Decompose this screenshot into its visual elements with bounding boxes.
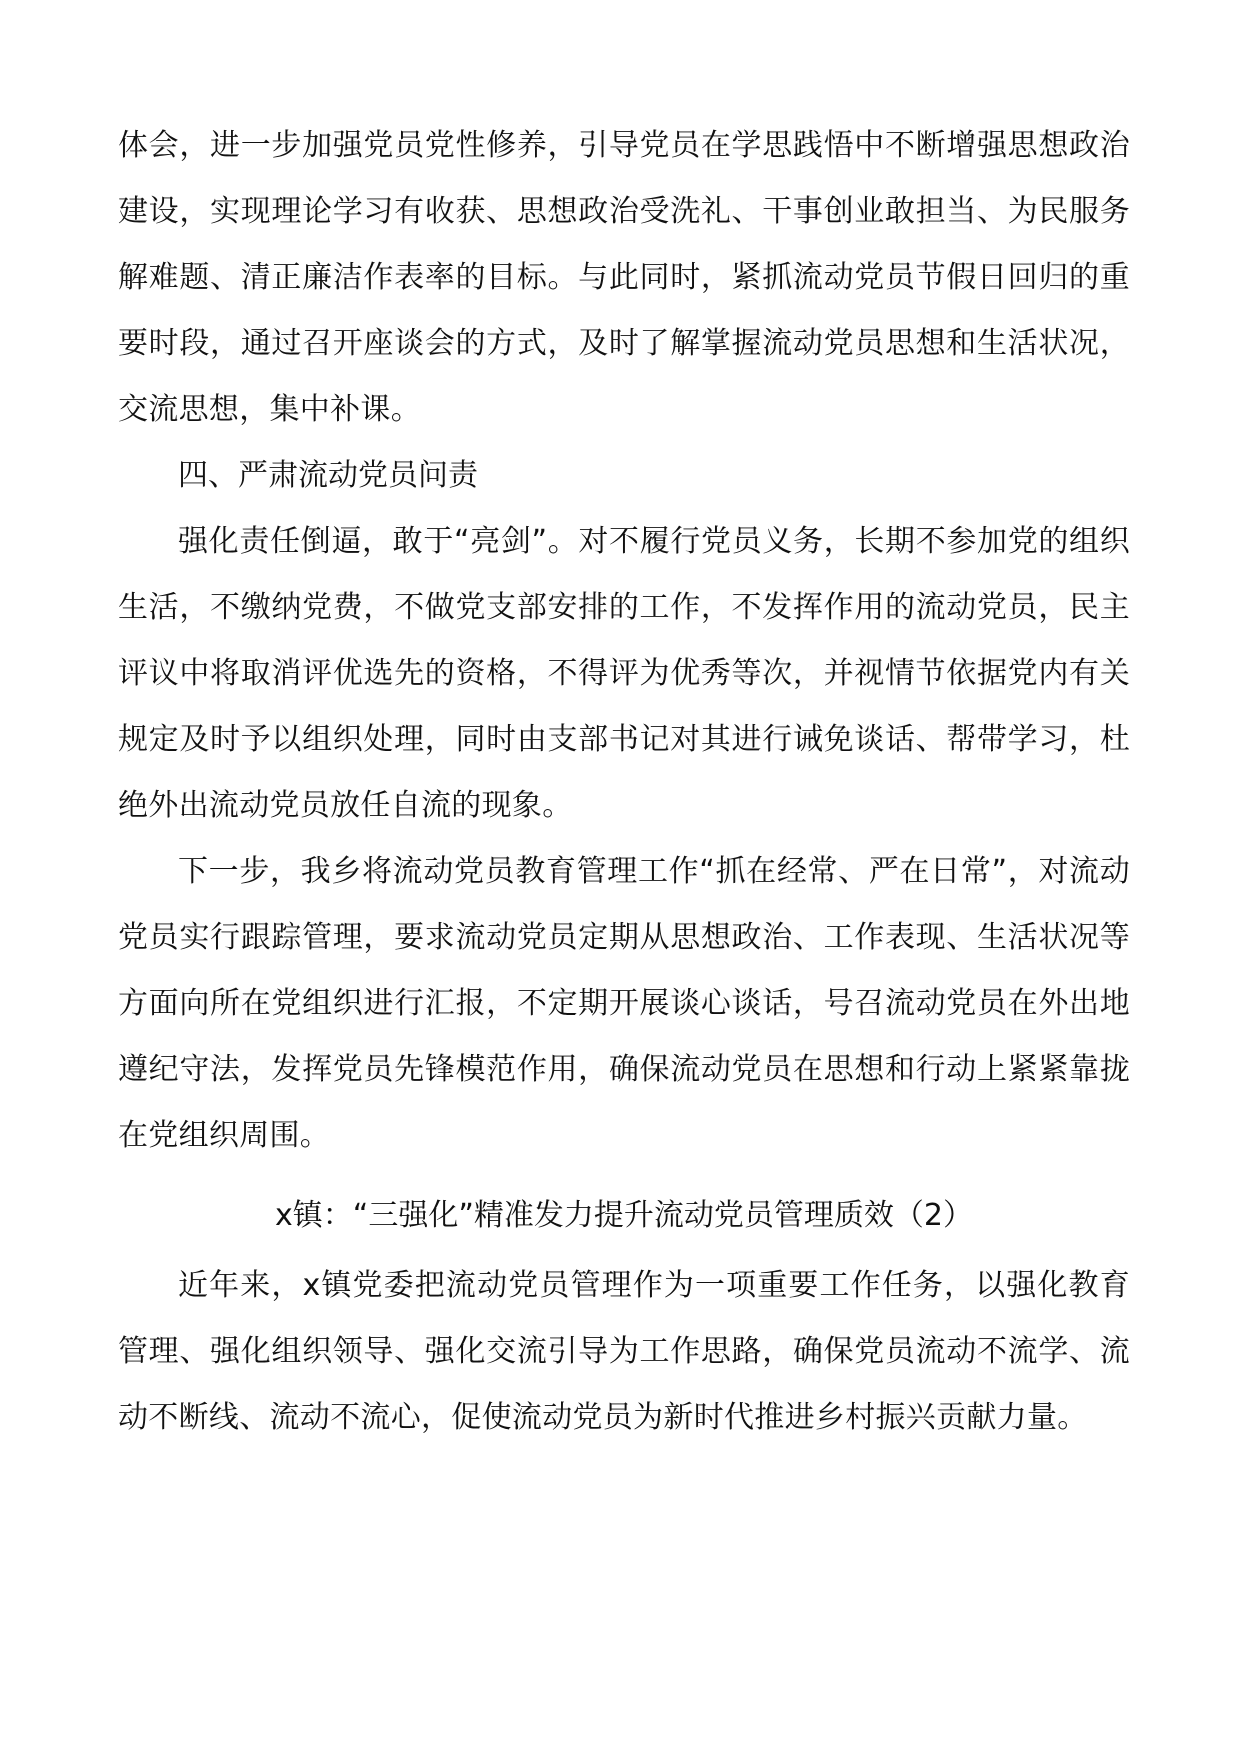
document-body [118,113,1130,1451]
section-heading-4: 四、严肃流动党员问责 [178,458,478,493]
paragraph-intro: 近年来，x镇党委把流动党员管理作为一项重要工作任务，以强化教育管理、强化组织领导、强化交流引导为工作思路，确保党员流动不流学、流动不断线、流动不流心，促使流动党员为新时代推进乡村振兴贡献力量。 [118,1268,1130,1435]
paragraph-accountability: 强化责任倒逼，敢于“亮剑”。对不履行党员义务，长期不参加党的组织生活，不缴纳党费，不做党支部安排的工作，不发挥作用的流动党员，民主评议中将取消评优选先的资格，不得评为优秀等次，并视情节依据党内有关规定及时予以组织处理，同时由支部书记对其进行诫免谈话、帮带学习，杜绝外出流动党员放任自流的现象。 [118,524,1130,823]
paragraph-continuation: 体会，进一步加强党员党性修养，引导党员在学思践悟中不断增强思想政治建设，实现理论学习有收获、思想政治受洗礼、干事创业敢担当、为民服务解难题、清正廉洁作表率的目标。与此同时，紧抓流动党员节假日回归的重要时段，通过召开座谈会的方式，及时了解掌握流动党员思想和生活状况，交流思想，集中补课。 [118,128,1130,427]
paragraph-next-step: 下一步，我乡将流动党员教育管理工作“抓在经常、严在日常”，对流动党员实行跟踪管理，要求流动党员定期从思想政治、工作表现、生活状况等方面向所在党组织进行汇报，不定期开展谈心谈话，号召流动党员在外出地遵纪守法，发挥党员先锋模范作用，确保流动党员在思想和行动上紧紧靠拢在党组织周围。 [118,854,1130,1153]
article-title: x镇：“三强化”精准发力提升流动党员管理质效（2） [275,1198,973,1233]
